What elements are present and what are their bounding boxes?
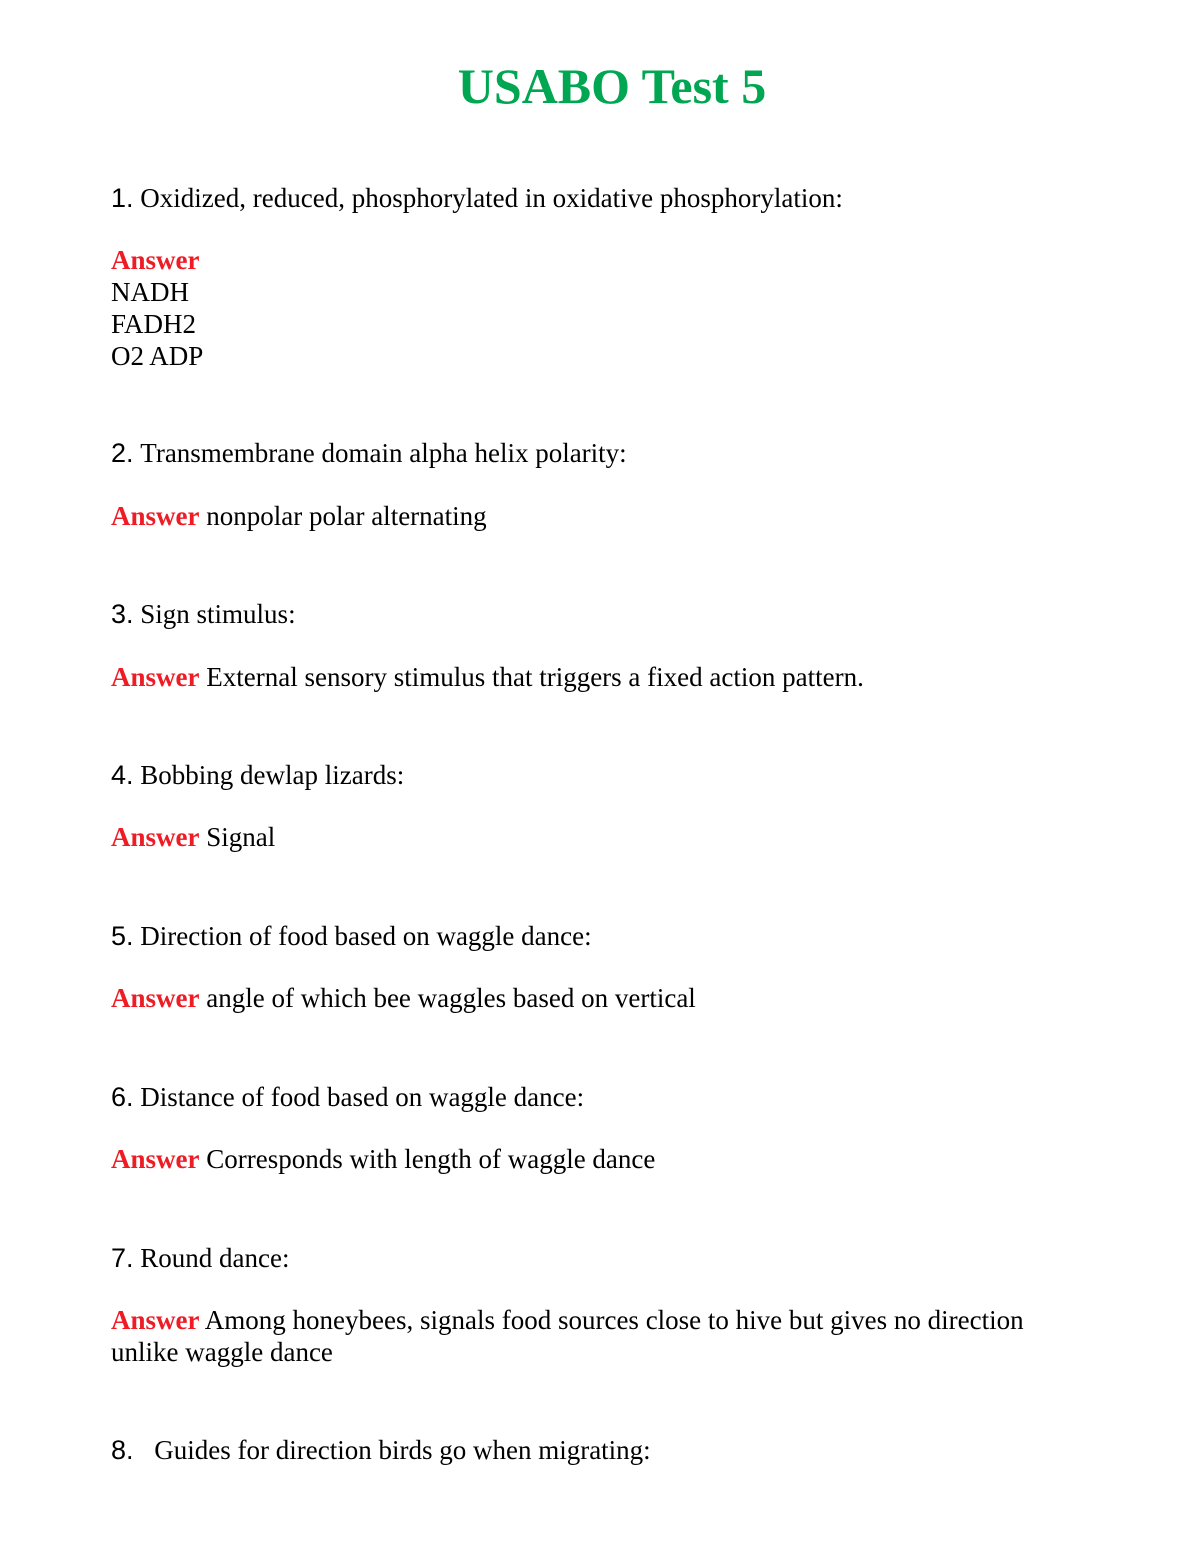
question-number: 1.: [111, 183, 134, 213]
answer-label: Answer: [111, 1144, 200, 1174]
question-text: Round dance:: [140, 1243, 290, 1273]
question-text: Oxidized, reduced, phosphorylated in oxidative phosphorylation:: [140, 183, 843, 213]
question-3: [111, 597, 296, 631]
question-text: Bobbing dewlap lizards:: [140, 760, 405, 790]
answer-text: Corresponds with length of waggle dance: [206, 1144, 656, 1174]
question-text: Sign stimulus:: [140, 599, 296, 629]
answer-text: nonpolar polar alternating: [206, 501, 487, 531]
question-1: [111, 181, 843, 215]
question-text: Distance of food based on waggle dance:: [140, 1082, 585, 1112]
answer-4: [111, 821, 1071, 853]
answer-5: [111, 982, 1071, 1014]
answer-text: Among honeybees, signals food sources close to hive but gives no direction unlike waggle dance: [111, 1305, 1024, 1367]
question-number: 2.: [111, 438, 134, 468]
answer-2: [111, 500, 1071, 532]
answer-label: Answer: [111, 662, 200, 692]
answer-text: Signal: [206, 822, 276, 852]
question-6: [111, 1080, 584, 1114]
answer-text: External sensory stimulus that triggers a fixed action pattern.: [206, 662, 864, 692]
answer-line: NADH: [111, 277, 189, 307]
answer-line: O2 ADP: [111, 341, 204, 371]
answer-3: [111, 661, 1071, 693]
answer-7: [111, 1304, 1051, 1368]
question-text: Guides for direction birds go when migrating:: [154, 1435, 651, 1465]
page-title: USABO Test 5: [457, 58, 767, 114]
question-text: Direction of food based on waggle dance:: [140, 921, 592, 951]
answer-label: Answer: [111, 501, 200, 531]
question-2: [111, 436, 627, 470]
question-4: [111, 758, 404, 792]
question-7: [111, 1241, 290, 1275]
answer-6: [111, 1143, 1071, 1175]
answer-label: Answer: [111, 983, 200, 1013]
answer-label: Answer: [111, 1305, 200, 1335]
question-8: [111, 1433, 651, 1467]
question-number: 8.: [111, 1435, 134, 1465]
answer-1: [111, 244, 1071, 372]
answer-line: FADH2: [111, 309, 197, 339]
question-number: 3.: [111, 599, 134, 629]
question-number: 7.: [111, 1243, 134, 1273]
answer-text: angle of which bee waggles based on vertical: [206, 983, 696, 1013]
question-number: 4.: [111, 760, 134, 790]
answer-label: Answer: [111, 822, 200, 852]
question-number: 5.: [111, 921, 134, 951]
answer-label: Answer: [111, 245, 200, 275]
question-5: [111, 919, 592, 953]
question-number: 6.: [111, 1082, 134, 1112]
question-text: Transmembrane domain alpha helix polarity:: [140, 438, 627, 468]
